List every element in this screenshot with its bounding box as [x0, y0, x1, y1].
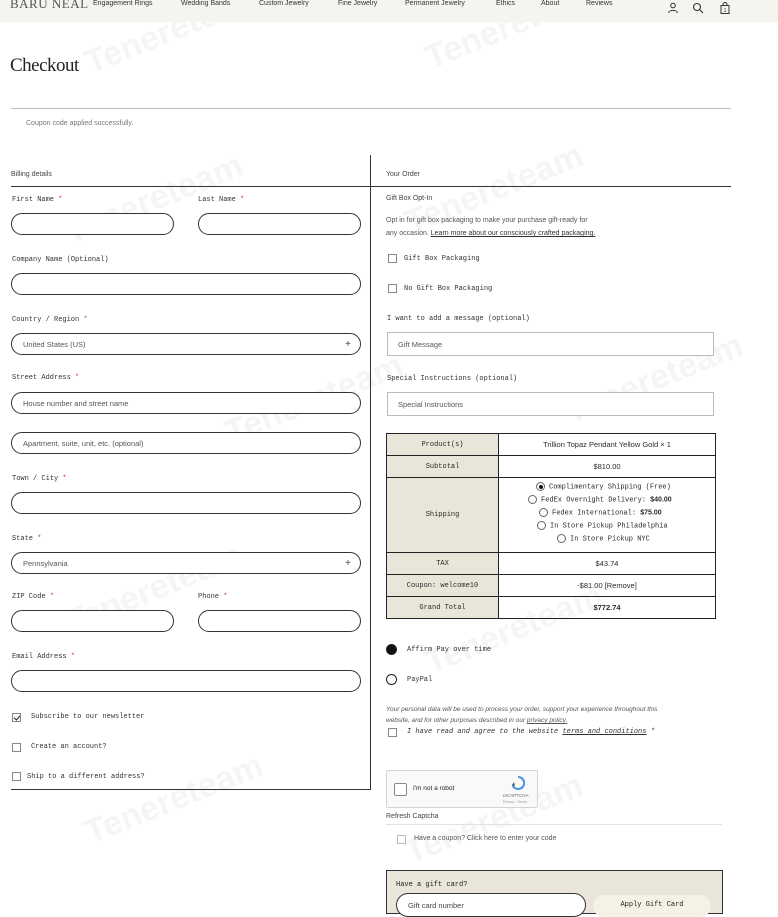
special-instructions-input[interactable]: [387, 392, 714, 416]
nav-fine-jewelry[interactable]: Fine Jewelry: [338, 0, 378, 7]
coupon-prompt-link[interactable]: Have a coupon? Click here to enter your code: [414, 835, 557, 842]
nav-custom-jewelry[interactable]: Custom Jewelry: [259, 0, 309, 7]
subtotal-value: $810.00: [499, 456, 716, 478]
shipping-header: Shipping: [387, 478, 499, 553]
apartment-placeholder: Apartment, suite, unit, etc. (optional): [23, 439, 144, 448]
terms-label: I have read and agree to the website terms and conditions *: [407, 728, 655, 736]
expand-icon: +: [345, 558, 351, 569]
apply-gift-card-label: Apply Gift Card: [620, 901, 684, 909]
company-label: Company Name (Optional): [12, 256, 109, 264]
subtotal-header: Subtotal: [387, 456, 499, 478]
last-name-input[interactable]: [198, 213, 361, 235]
special-instructions-label: Special Instructions (optional): [387, 375, 518, 383]
last-name-label: Last Name *: [198, 196, 245, 204]
coupon-icon: [397, 835, 406, 844]
first-name-label: First Name *: [12, 196, 63, 204]
expand-icon: +: [345, 339, 351, 350]
radio-icon: [536, 482, 545, 491]
radio-icon: [537, 521, 546, 530]
order-heading: Your Order: [386, 171, 420, 178]
cart-icon[interactable]: [719, 2, 731, 14]
affirm-radio[interactable]: [386, 644, 397, 655]
recaptcha-privacy: Privacy - Terms: [503, 800, 528, 804]
nav-permanent-jewelry[interactable]: Permanent Jewelry: [405, 0, 465, 7]
shipping-options: [499, 478, 716, 553]
state-label: State *: [12, 535, 42, 543]
grand-total-header: Grand Total: [387, 597, 499, 619]
special-instructions-placeholder: Special Instructions: [398, 400, 464, 409]
first-name-input[interactable]: [11, 213, 174, 235]
paypal-label: PayPal: [407, 676, 433, 684]
remove-coupon-link[interactable]: [Remove]: [604, 581, 637, 590]
privacy-text-2: website, and for other purposes described in our privacy policy.: [386, 717, 568, 724]
phone-label: Phone *: [198, 593, 228, 601]
no-gift-box-checkbox[interactable]: [388, 284, 397, 293]
divider: [11, 108, 731, 109]
radio-icon: [528, 495, 537, 504]
country-label: Country / Region *: [12, 316, 88, 324]
gift-message-label: I want to add a message (optional): [387, 315, 530, 323]
shipping-option-pickup-philadelphia[interactable]: In Store Pickup Philadelphia: [537, 521, 668, 530]
tax-header: TAX: [387, 553, 499, 575]
coupon-value: -$81.00 [Remove]: [499, 575, 716, 597]
gift-card-placeholder: Gift card number: [408, 901, 464, 910]
coupon-notice: Coupon code applied successfully.: [26, 120, 134, 127]
create-account-checkbox[interactable]: [12, 743, 21, 752]
grand-total-value: $772.74: [499, 597, 716, 619]
terms-link[interactable]: terms and conditions: [562, 728, 647, 736]
company-input[interactable]: [11, 273, 361, 295]
gift-box-label: Gift Box Packaging: [404, 255, 480, 263]
state-select[interactable]: [11, 552, 361, 574]
nav-engagement-rings[interactable]: Engagement Rings: [93, 0, 153, 7]
divider: [386, 824, 722, 825]
gift-box-checkbox[interactable]: [388, 254, 397, 263]
subscribe-checkbox[interactable]: [12, 713, 21, 722]
search-icon[interactable]: [692, 2, 704, 14]
tax-value: $43.74: [499, 553, 716, 575]
street-label: Street Address *: [12, 374, 80, 382]
street-address-input[interactable]: [11, 392, 361, 414]
gift-message-placeholder: Gift Message: [398, 340, 443, 349]
create-account-label: Create an account?: [31, 743, 107, 751]
subscribe-label: Subscribe to our newsletter: [31, 713, 145, 721]
zip-label: ZIP Code *: [12, 593, 55, 601]
paypal-radio[interactable]: [386, 674, 397, 685]
product-value: Trillion Topaz Pendant Yellow Gold × 1: [499, 434, 716, 456]
shipping-option-fedex-overnight[interactable]: FedEx Overnight Delivery: $40.00: [528, 495, 672, 504]
gift-optin-text-line2: any occasion. Learn more about our consciously crafted packaging.: [386, 230, 596, 237]
coupon-header: Coupon: welcome10: [387, 575, 499, 597]
captcha-checkbox[interactable]: [394, 783, 407, 796]
shipping-option-fedex-international[interactable]: Fedex International: $75.00: [539, 508, 662, 517]
page-title: Checkout: [10, 55, 79, 76]
svg-text:1: 1: [723, 8, 727, 14]
town-label: Town / City *: [12, 475, 67, 483]
town-input[interactable]: [11, 492, 361, 514]
country-value: United States (US): [23, 340, 86, 349]
apartment-input[interactable]: [11, 432, 361, 454]
privacy-policy-link[interactable]: privacy policy.: [526, 717, 568, 724]
nav-reviews[interactable]: Reviews: [586, 0, 613, 7]
captcha-label: I'm not a robot: [413, 785, 455, 792]
account-icon[interactable]: [667, 2, 679, 14]
no-gift-box-label: No Gift Box Packaging: [404, 285, 493, 293]
brand-logo[interactable]: BARU NEAL: [10, 0, 89, 11]
ship-different-checkbox[interactable]: [12, 772, 21, 781]
top-navigation: [0, 0, 778, 22]
ship-different-label: Ship to a different address?: [27, 773, 145, 781]
section-divider: [11, 186, 731, 187]
product-header: Product(s): [387, 434, 499, 456]
billing-heading: Billing details: [11, 171, 52, 178]
nav-wedding-bands[interactable]: Wedding Bands: [181, 0, 231, 7]
privacy-text-1: Your personal data will be used to process your order, support your experience throughout this: [386, 706, 658, 713]
packaging-link[interactable]: Learn more about our consciously crafted packaging.: [430, 230, 596, 237]
refresh-captcha-link[interactable]: Refresh Captcha: [386, 813, 439, 820]
street-placeholder: House number and street name: [23, 399, 129, 408]
country-select[interactable]: [11, 333, 361, 355]
terms-checkbox[interactable]: [388, 728, 397, 737]
nav-about[interactable]: About: [541, 0, 560, 7]
watermark: [400, 136, 589, 243]
shipping-option-free[interactable]: Complimentary Shipping (Free): [536, 482, 671, 491]
recaptcha-brand: reCAPTCHA: [503, 793, 529, 798]
radio-icon: [539, 508, 548, 517]
email-input[interactable]: [11, 670, 361, 692]
order-summary-table: [386, 433, 716, 619]
gift-optin-title: Gift Box Opt-In: [386, 195, 433, 202]
recaptcha-logo-icon: [511, 776, 525, 790]
zip-input[interactable]: [11, 610, 174, 632]
privacy-notice: [386, 704, 716, 726]
affirm-label: Affirm Pay over time: [407, 646, 492, 654]
gift-message-input[interactable]: [387, 332, 714, 356]
gift-card-title: Have a gift card?: [396, 881, 468, 889]
column-divider: [370, 155, 371, 790]
state-value: Pennsylvania: [23, 559, 68, 568]
recaptcha-widget: [386, 770, 538, 808]
gift-card-input[interactable]: [396, 893, 586, 917]
email-label: Email Address *: [12, 653, 76, 661]
watermark: [80, 746, 269, 853]
shipping-option-pickup-nyc[interactable]: In Store Pickup NYC: [557, 534, 650, 543]
gift-optin-text: Opt in for gift box packaging to make your purchase gift-ready for: [386, 217, 588, 224]
billing-bottom-divider: [11, 789, 370, 790]
phone-input[interactable]: [198, 610, 361, 632]
radio-icon: [557, 534, 566, 543]
nav-ethics[interactable]: Ethics: [496, 0, 516, 7]
